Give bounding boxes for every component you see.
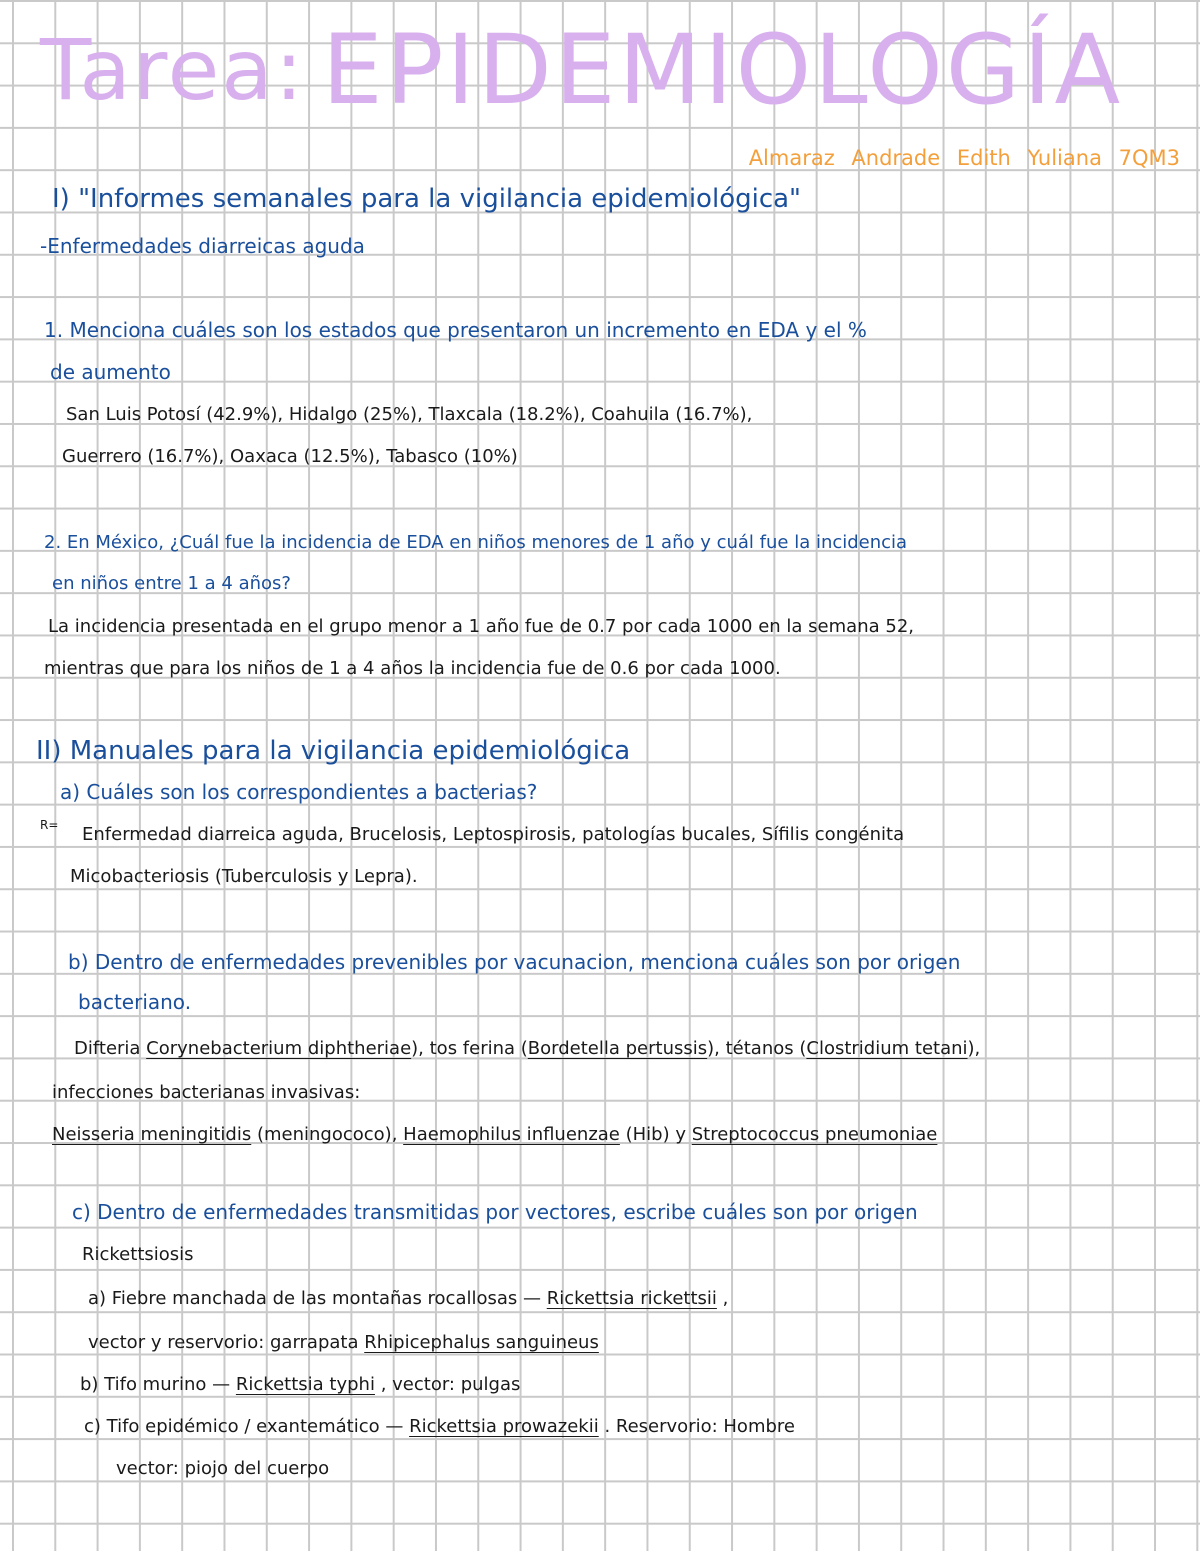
question-2b-line-1: b) Dentro de enfermedades prevenibles por vacunacion, menciona cuáles son por origen bbox=[68, 950, 961, 974]
answer-marker: R= bbox=[40, 818, 59, 832]
species-name: Rickettsia prowazekii bbox=[409, 1416, 599, 1437]
answer-2c-c-text: c) Tifo epidémico / exantemático — bbox=[84, 1416, 410, 1437]
question-1-line-2: de aumento bbox=[50, 360, 171, 384]
species-name: Rickettsia typhi bbox=[235, 1374, 375, 1395]
answer-2b-line-2: infecciones bacterianas invasivas: bbox=[52, 1082, 361, 1103]
answer-2c-c-end: . Reservorio: Hombre bbox=[598, 1416, 795, 1437]
answer-2a-line-1: Enfermedad diarreica aguda, Brucelosis, Leptospirosis, patologías bucales, Sífilis congénita bbox=[82, 824, 905, 845]
answer-2c-a-vector bbox=[88, 1334, 599, 1352]
answer-2c-a bbox=[88, 1290, 728, 1308]
answer-1-line-1: San Luis Potosí (42.9%), Hidalgo (25%), Tlaxcala (18.2%), Coahuila (16.7%), bbox=[66, 404, 753, 425]
answer-2c-b bbox=[80, 1376, 520, 1394]
answer-2b-text-5: (meningococo), bbox=[251, 1124, 404, 1145]
answer-2b-text-2: ), tos ferina ( bbox=[411, 1038, 528, 1059]
title-prefix: Tarea: bbox=[40, 21, 306, 119]
answer-2b-text-4: ), bbox=[967, 1038, 981, 1059]
species-name: Rickettsia rickettsii bbox=[546, 1288, 717, 1309]
answer-2b-line-1 bbox=[74, 1040, 980, 1058]
author-name: Almaraz Andrade Edith Yuliana 7QM3 bbox=[748, 146, 1180, 170]
question-2-line-2: en niños entre 1 a 4 años? bbox=[52, 573, 291, 594]
species-name: Haemophilus influenzae bbox=[403, 1124, 620, 1145]
answer-1-line-2: Guerrero (16.7%), Oaxaca (12.5%), Tabasco (10%) bbox=[62, 446, 518, 467]
species-name: Clostridium tetani bbox=[806, 1038, 968, 1059]
answer-2b-line-3 bbox=[52, 1126, 937, 1144]
answer-2c-c-vector: vector: piojo del cuerpo bbox=[116, 1458, 330, 1479]
answer-2b-text-6: (Hib) y bbox=[619, 1124, 692, 1145]
question-1-line-1: 1. Menciona cuáles son los estados que presentaron un incremento en EDA y el % bbox=[44, 318, 867, 342]
species-name: Bordetella pertussis bbox=[527, 1038, 708, 1059]
answer-2c-b-end: , vector: pulgas bbox=[374, 1374, 521, 1395]
answer-2c-c bbox=[84, 1418, 795, 1436]
section-2-heading: II) Manuales para la vigilancia epidemiológica bbox=[36, 736, 631, 766]
answer-2a-line-2: Micobacteriosis (Tuberculosis y Lepra). bbox=[70, 866, 418, 887]
question-2c-line-2: Rickettsiosis bbox=[82, 1244, 194, 1265]
question-2c-line-1: c) Dentro de enfermedades transmitidas por vectores, escribe cuáles son por origen bbox=[72, 1200, 918, 1224]
question-2a: a) Cuáles son los correspondientes a bacterias? bbox=[60, 780, 538, 804]
answer-2c-a2-text: vector y reservorio: garrapata bbox=[88, 1332, 365, 1353]
answer-2b-text-3: ), tétanos ( bbox=[707, 1038, 807, 1059]
answer-2-line-1: La incidencia presentada en el grupo menor a 1 año fue de 0.7 por cada 1000 en la semana 52, bbox=[48, 616, 914, 637]
section-1-heading: I) "Informes semanales para la vigilancia epidemiológica" bbox=[52, 184, 802, 214]
species-name: Corynebacterium diphtheriae bbox=[146, 1038, 412, 1059]
answer-2b-text-1: Difteria bbox=[74, 1038, 147, 1059]
answer-2-line-2: mientras que para los niños de 1 a 4 años la incidencia fue de 0.6 por cada 1000. bbox=[44, 658, 781, 679]
species-name: Neisseria meningitidis bbox=[52, 1124, 252, 1145]
species-name: Rhipicephalus sanguineus bbox=[364, 1332, 599, 1353]
answer-2c-a-text: a) Fiebre manchada de las montañas rocallosas — bbox=[88, 1288, 547, 1309]
page-title: EPIDEMIOLOGÍA bbox=[322, 14, 1124, 126]
answer-2c-b-text: b) Tifo murino — bbox=[80, 1374, 236, 1395]
question-2b-line-2: bacteriano. bbox=[78, 990, 192, 1014]
section-1-subheading: -Enfermedades diarreicas aguda bbox=[40, 234, 365, 258]
question-2-line-1: 2. En México, ¿Cuál fue la incidencia de EDA en niños menores de 1 año y cuál fue la incidencia bbox=[44, 532, 908, 553]
answer-2c-a-end: , bbox=[716, 1288, 729, 1309]
species-name: Streptococcus pneumoniae bbox=[691, 1124, 938, 1145]
